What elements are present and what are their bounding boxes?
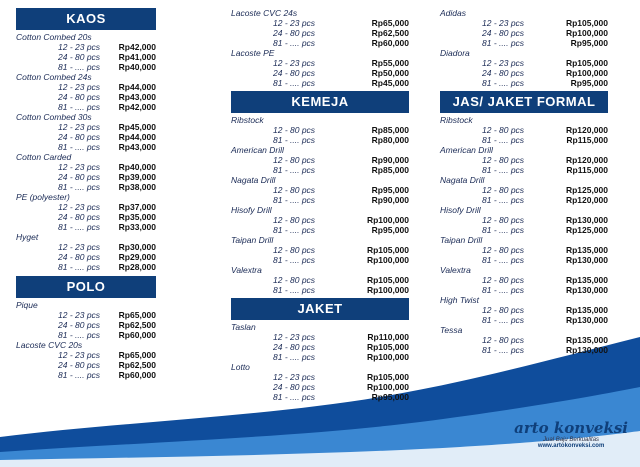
price-value: Rp130,000 [565, 285, 608, 295]
price-value: Rp55,000 [371, 58, 409, 68]
product-name: Lotto [231, 362, 250, 372]
product-name: Taipan Drill [231, 235, 274, 245]
price-row [440, 225, 608, 235]
price-value: Rp45,000 [118, 122, 156, 132]
price-row [16, 360, 156, 370]
product-name: American Drill [231, 145, 284, 155]
product-name: Valextra [440, 265, 471, 275]
quantity-range: 12 - 23 pcs [58, 242, 101, 252]
price-row [16, 82, 156, 92]
quantity-range: 81 - .... pcs [273, 285, 316, 295]
price-row [440, 195, 608, 205]
quantity-range: 12 - 80 pcs [482, 155, 525, 165]
quantity-range: 12 - 23 pcs [58, 310, 101, 320]
price-row [440, 68, 608, 78]
price-row [231, 135, 409, 145]
price-row [16, 42, 156, 52]
quantity-range: 81 - .... pcs [482, 345, 525, 355]
price-value: Rp120,000 [565, 155, 608, 165]
quantity-range: 24 - 80 pcs [273, 382, 316, 392]
price-value: Rp80,000 [371, 135, 409, 145]
price-value: Rp115,000 [566, 165, 608, 175]
product-name: Nagata Drill [231, 175, 276, 185]
product-name: Adidas [440, 8, 466, 18]
product-name: American Drill [440, 145, 493, 155]
price-row [231, 245, 409, 255]
quantity-range: 24 - 80 pcs [273, 28, 316, 38]
quantity-range: 81 - .... pcs [273, 135, 316, 145]
price-row [440, 135, 608, 145]
price-value: Rp45,000 [371, 78, 409, 88]
price-row [440, 255, 608, 265]
price-row [231, 225, 409, 235]
price-value: Rp100,000 [366, 215, 409, 225]
price-value: Rp41,000 [118, 52, 156, 62]
price-value: Rp135,000 [565, 275, 608, 285]
quantity-range: 12 - 80 pcs [482, 185, 525, 195]
product-name: Taipan Drill [440, 235, 483, 245]
price-value: Rp85,000 [371, 125, 409, 135]
quantity-range: 12 - 80 pcs [482, 125, 525, 135]
price-row [231, 372, 409, 382]
quantity-range: 12 - 80 pcs [482, 275, 525, 285]
product-name: Cotton Carded [16, 152, 72, 162]
price-row [16, 162, 156, 172]
price-row [16, 330, 156, 340]
quantity-range: 81 - .... pcs [58, 370, 101, 380]
quantity-range: 12 - 80 pcs [482, 335, 525, 345]
quantity-range: 81 - .... pcs [58, 182, 101, 192]
quantity-range: 81 - .... pcs [58, 262, 101, 272]
price-value: Rp95,000 [371, 185, 409, 195]
price-value: Rp100,000 [366, 285, 409, 295]
price-row [16, 202, 156, 212]
price-value: Rp120,000 [565, 195, 608, 205]
price-row [16, 142, 156, 152]
product-name: High Twist [440, 295, 480, 305]
product-name: Diadora [440, 48, 470, 58]
price-value: Rp105,000 [565, 18, 608, 28]
price-row [440, 185, 608, 195]
price-row [440, 305, 608, 315]
price-value: Rp30,000 [118, 242, 156, 252]
quantity-range: 81 - .... pcs [58, 142, 101, 152]
price-row [440, 245, 608, 255]
price-row [440, 165, 608, 175]
brand-tagline: Jual Baju Berkualitas [543, 437, 600, 443]
product-name: Cotton Combed 20s [16, 32, 92, 42]
price-value: Rp100,000 [366, 255, 409, 265]
price-row [231, 18, 409, 28]
price-value: Rp42,000 [118, 102, 156, 112]
quantity-range: 12 - 23 pcs [58, 350, 101, 360]
price-value: Rp120,000 [565, 125, 608, 135]
price-value: Rp33,000 [118, 222, 156, 232]
price-row [231, 165, 409, 175]
price-value: Rp105,000 [366, 275, 409, 285]
price-value: Rp100,000 [565, 28, 608, 38]
quantity-range: 12 - 23 pcs [482, 18, 525, 28]
quantity-range: 81 - .... pcs [482, 195, 525, 205]
brand-name: arto konveksi [514, 419, 628, 437]
section-header-polo: POLO [16, 276, 156, 298]
quantity-range: 24 - 80 pcs [58, 360, 101, 370]
price-row [16, 350, 156, 360]
quantity-range: 81 - .... pcs [482, 315, 525, 325]
product-name: Hisofy Drill [440, 205, 481, 215]
price-row [231, 28, 409, 38]
price-row [440, 125, 608, 135]
price-value: Rp105,000 [366, 245, 409, 255]
price-value: Rp29,000 [118, 252, 156, 262]
price-value: Rp43,000 [118, 142, 156, 152]
price-row [231, 38, 409, 48]
price-row [16, 182, 156, 192]
price-row [16, 132, 156, 142]
price-row [440, 315, 608, 325]
quantity-range: 81 - .... pcs [273, 165, 316, 175]
price-value: Rp95,000 [570, 38, 608, 48]
price-row [16, 242, 156, 252]
price-row [231, 195, 409, 205]
price-row [16, 320, 156, 330]
quantity-range: 12 - 23 pcs [273, 58, 316, 68]
quantity-range: 24 - 80 pcs [482, 68, 525, 78]
price-row [231, 352, 409, 362]
product-name: Lacoste CVC 24s [231, 8, 298, 18]
brand-url: www.artokonveksi.com [537, 443, 605, 449]
price-row [231, 185, 409, 195]
product-name: Tessa [440, 325, 463, 335]
product-name: Nagata Drill [440, 175, 485, 185]
quantity-range: 81 - .... pcs [273, 392, 316, 402]
price-row [16, 122, 156, 132]
price-value: Rp39,000 [118, 172, 156, 182]
product-name: Pique [16, 300, 38, 310]
price-value: Rp60,000 [118, 370, 156, 380]
quantity-range: 81 - .... pcs [273, 352, 316, 362]
price-row [440, 275, 608, 285]
quantity-range: 12 - 23 pcs [482, 58, 525, 68]
quantity-range: 81 - .... pcs [58, 222, 101, 232]
price-row [16, 102, 156, 112]
product-name: Hisofy Drill [231, 205, 272, 215]
price-value: Rp40,000 [118, 162, 156, 172]
price-row [231, 275, 409, 285]
quantity-range: 12 - 80 pcs [273, 245, 316, 255]
product-name: Cotton Combed 24s [16, 72, 92, 82]
price-value: Rp65,000 [118, 310, 156, 320]
quantity-range: 81 - .... pcs [482, 78, 525, 88]
price-value: Rp100,000 [366, 352, 409, 362]
price-value: Rp35,000 [118, 212, 156, 222]
quantity-range: 81 - .... pcs [273, 78, 316, 88]
price-row [231, 285, 409, 295]
price-value: Rp130,000 [565, 255, 608, 265]
quantity-range: 81 - .... pcs [482, 255, 525, 265]
product-name: Ribstock [231, 115, 264, 125]
price-value: Rp105,000 [565, 58, 608, 68]
price-value: Rp95,000 [371, 225, 409, 235]
price-row [16, 310, 156, 320]
section-jaket-list [231, 322, 409, 402]
column-right [440, 8, 608, 355]
price-value: Rp37,000 [118, 202, 156, 212]
quantity-range: 12 - 23 pcs [273, 372, 316, 382]
price-value: Rp40,000 [118, 62, 156, 72]
quantity-range: 81 - .... pcs [482, 225, 525, 235]
quantity-range: 12 - 23 pcs [58, 202, 101, 212]
price-value: Rp62,500 [118, 320, 156, 330]
price-row [231, 382, 409, 392]
price-value: Rp65,000 [371, 18, 409, 28]
price-value: Rp105,000 [366, 342, 409, 352]
product-name: PE (polyester) [16, 192, 70, 202]
quantity-range: 12 - 23 pcs [273, 18, 316, 28]
price-value: Rp60,000 [118, 330, 156, 340]
section-kemeja-list [231, 115, 409, 295]
price-value: Rp125,000 [565, 185, 608, 195]
price-row [440, 58, 608, 68]
price-value: Rp85,000 [371, 165, 409, 175]
price-value: Rp130,000 [565, 345, 608, 355]
price-value: Rp110,000 [367, 332, 409, 342]
quantity-range: 81 - .... pcs [58, 62, 101, 72]
section-header-jaket: JAKET [231, 298, 409, 320]
price-row [231, 255, 409, 265]
price-row [16, 252, 156, 262]
quantity-range: 12 - 23 pcs [58, 122, 101, 132]
price-value: Rp135,000 [565, 335, 608, 345]
quantity-range: 12 - 80 pcs [273, 155, 316, 165]
quantity-range: 24 - 80 pcs [58, 212, 101, 222]
price-value: Rp65,000 [118, 350, 156, 360]
price-value: Rp90,000 [371, 155, 409, 165]
section-header-kemeja: KEMEJA [231, 91, 409, 113]
price-row [440, 78, 608, 88]
price-row [231, 78, 409, 88]
price-row [231, 332, 409, 342]
price-row [16, 262, 156, 272]
price-value: Rp135,000 [565, 245, 608, 255]
quantity-range: 12 - 80 pcs [273, 125, 316, 135]
quantity-range: 24 - 80 pcs [58, 320, 101, 330]
product-name: Lacoste CVC 20s [16, 340, 83, 350]
quantity-range: 12 - 23 pcs [58, 162, 101, 172]
price-row [231, 215, 409, 225]
quantity-range: 81 - .... pcs [273, 225, 316, 235]
price-row [16, 62, 156, 72]
price-row [440, 215, 608, 225]
quantity-range: 24 - 80 pcs [482, 28, 525, 38]
quantity-range: 24 - 80 pcs [273, 342, 316, 352]
quantity-range: 81 - .... pcs [273, 195, 316, 205]
quantity-range: 12 - 80 pcs [482, 305, 525, 315]
product-name: Valextra [231, 265, 262, 275]
price-value: Rp100,000 [565, 68, 608, 78]
quantity-range: 12 - 80 pcs [482, 245, 525, 255]
price-value: Rp135,000 [565, 305, 608, 315]
price-value: Rp62,500 [371, 28, 409, 38]
price-row [440, 285, 608, 295]
price-value: Rp100,000 [366, 382, 409, 392]
quantity-range: 81 - .... pcs [482, 285, 525, 295]
price-value: Rp44,000 [118, 82, 156, 92]
column-middle [231, 8, 409, 402]
product-name: Ribstock [440, 115, 473, 125]
price-row [440, 28, 608, 38]
price-value: Rp130,000 [565, 315, 608, 325]
quantity-range: 12 - 80 pcs [273, 185, 316, 195]
price-value: Rp62,500 [118, 360, 156, 370]
price-row [440, 335, 608, 345]
quantity-range: 81 - .... pcs [482, 165, 525, 175]
price-value: Rp105,000 [366, 372, 409, 382]
quantity-range: 12 - 80 pcs [273, 215, 316, 225]
price-value: Rp95,000 [371, 392, 409, 402]
price-row [440, 155, 608, 165]
quantity-range: 81 - .... pcs [273, 255, 316, 265]
product-name: Lacoste PE [231, 48, 275, 58]
price-value: Rp95,000 [570, 78, 608, 88]
quantity-range: 12 - 23 pcs [58, 42, 101, 52]
quantity-range: 12 - 23 pcs [273, 332, 316, 342]
price-row [16, 52, 156, 62]
price-row [231, 68, 409, 78]
section-header-jas-jaket-formal: JAS/ JAKET FORMAL [440, 91, 608, 113]
price-value: Rp28,000 [118, 262, 156, 272]
quantity-range: 81 - .... pcs [482, 38, 525, 48]
quantity-range: 24 - 80 pcs [58, 252, 101, 262]
price-value: Rp50,000 [371, 68, 409, 78]
quantity-range: 81 - .... pcs [58, 102, 101, 112]
quantity-range: 12 - 23 pcs [58, 82, 101, 92]
quantity-range: 81 - .... pcs [58, 330, 101, 340]
price-row [16, 222, 156, 232]
price-row [440, 38, 608, 48]
price-value: Rp42,000 [118, 42, 156, 52]
quantity-range: 24 - 80 pcs [58, 92, 101, 102]
quantity-range: 12 - 80 pcs [273, 275, 316, 285]
price-row [231, 155, 409, 165]
column-left [16, 8, 156, 380]
price-value: Rp43,000 [118, 92, 156, 102]
price-value: Rp38,000 [118, 182, 156, 192]
price-value: Rp90,000 [371, 195, 409, 205]
brand-logo [514, 419, 628, 449]
price-row [440, 18, 608, 28]
price-row [16, 172, 156, 182]
price-value: Rp115,000 [566, 135, 608, 145]
price-value: Rp60,000 [371, 38, 409, 48]
product-name: Taslan [231, 322, 256, 332]
quantity-range: 81 - .... pcs [482, 135, 525, 145]
section-polo-continued-list [231, 8, 409, 88]
price-row [440, 345, 608, 355]
quantity-range: 81 - .... pcs [273, 38, 316, 48]
section-header-kaos: KAOS [16, 8, 156, 30]
price-row [16, 212, 156, 222]
product-name: Hyget [16, 232, 39, 242]
price-row [16, 92, 156, 102]
section-jaket-continued-list [440, 8, 608, 88]
price-row [231, 125, 409, 135]
section-jas-list [440, 115, 608, 355]
quantity-range: 24 - 80 pcs [58, 172, 101, 182]
price-row [16, 370, 156, 380]
quantity-range: 24 - 80 pcs [58, 52, 101, 62]
section-kaos-list [16, 32, 156, 272]
quantity-range: 12 - 80 pcs [482, 215, 525, 225]
quantity-range: 24 - 80 pcs [58, 132, 101, 142]
section-polo-list [16, 300, 156, 380]
product-name: Cotton Combed 30s [16, 112, 92, 122]
quantity-range: 24 - 80 pcs [273, 68, 316, 78]
price-value: Rp130,000 [565, 215, 608, 225]
price-row [231, 58, 409, 68]
price-row [231, 392, 409, 402]
price-value: Rp125,000 [565, 225, 608, 235]
price-value: Rp44,000 [118, 132, 156, 142]
price-row [231, 342, 409, 352]
